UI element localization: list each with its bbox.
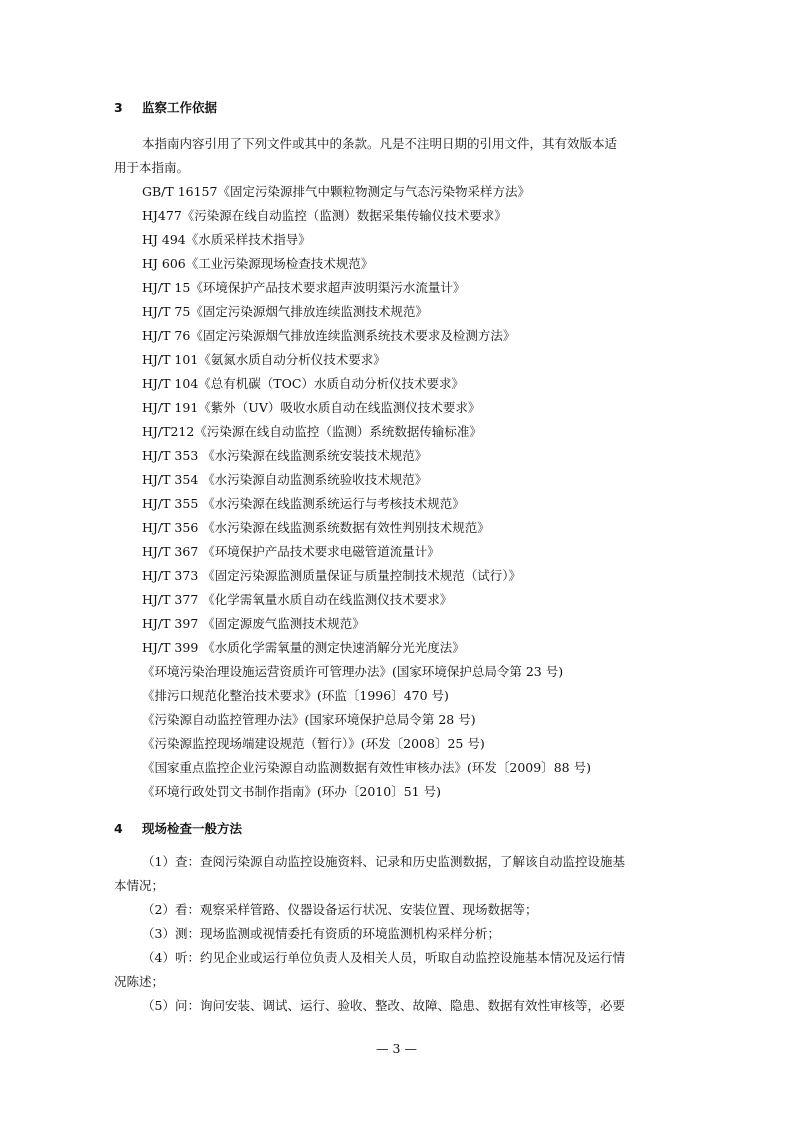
reference-item: HJ/T 397 《固定源废气监测技术规范》 — [142, 616, 365, 631]
method-line: 本情况； — [114, 878, 165, 893]
reference-item: HJ/T 75《固定污染源烟气排放连续监测技术规范》 — [142, 304, 428, 319]
method-line: （4）听：约见企业或运行单位负责人及相关人员，听取自动监控设施基本情况及运行情 — [142, 950, 625, 965]
intro-line-1: 本指南内容引用了下列文件或其中的条款。凡是不注明日期的引用文件，其有效版本适 — [142, 136, 618, 151]
section-4-number: 4 — [114, 821, 123, 836]
reference-item: 《环境行政处罚文书制作指南》(环办〔2010〕51 号) — [142, 784, 441, 799]
reference-item: 《污染源自动监控管理办法》(国家环境保护总局令第 28 号) — [142, 712, 476, 727]
reference-item: HJ/T 15《环境保护产品技术要求超声波明渠污水流量计》 — [142, 280, 466, 295]
reference-item: HJ 606《工业污染源现场检查技术规范》 — [142, 256, 374, 271]
reference-item: 《环境污染治理设施运营资质许可管理办法》(国家环境保护总局令第 23 号) — [142, 664, 564, 679]
reference-item: HJ/T 355 《水污染源在线监测系统运行与考核技术规范》 — [142, 496, 465, 511]
section-4-heading — [114, 819, 242, 837]
section-4-title: 现场检查一般方法 — [142, 821, 243, 836]
method-line: （1）查：查阅污染源自动监控设施资料、记录和历史监测数据，了解该自动监控设施基 — [142, 854, 625, 869]
page-number: — 3 — — [376, 1041, 417, 1056]
reference-item: HJ/T 76《固定污染源烟气排放连续监测系统技术要求及检测方法》 — [142, 328, 516, 343]
section-3-heading — [114, 98, 217, 116]
method-line: 况陈述； — [114, 974, 165, 989]
reference-item: HJ 494《水质采样技术指导》 — [142, 232, 311, 247]
reference-item: 《污染源监控现场端建设规范（暂行）》(环发〔2008〕25 号) — [142, 736, 485, 751]
reference-item: HJ/T 399 《水质化学需氧量的测定快速消解分光光度法》 — [142, 640, 465, 655]
section-3-intro — [114, 132, 684, 180]
reference-item: HJ/T 373 《固定污染源监测质量保证与质量控制技术规范（试行）》 — [142, 568, 522, 583]
inspection-methods — [114, 850, 686, 1018]
reference-item: HJ/T 356 《水污染源在线监测系统数据有效性判别技术规范》 — [142, 520, 490, 535]
reference-item: HJ/T 101《氨氮水质自动分析仪技术要求》 — [142, 352, 386, 367]
reference-item: 《排污口规范化整治技术要求》(环监〔1996〕470 号) — [142, 688, 449, 703]
reference-item: HJ/T 104《总有机碳（TOC）水质自动分析仪技术要求》 — [142, 376, 464, 391]
reference-item: HJ/T 191《紫外（UV）吸收水质自动在线监测仪技术要求》 — [142, 400, 481, 415]
method-line: （3）测：现场监测或视情委托有资质的环境监测机构采样分析； — [142, 926, 500, 941]
reference-item: HJ/T 354 《水污染源自动监测系统验收技术规范》 — [142, 472, 428, 487]
method-line: （2）看：观察采样管路、仪器设备运行状况、安装位置、现场数据等； — [142, 902, 538, 917]
reference-item: HJ/T212《污染源在线自动监控（监测）系统数据传输标准》 — [142, 424, 482, 439]
section-3-title: 监察工作依据 — [142, 100, 218, 115]
reference-list — [142, 180, 591, 804]
intro-line-2: 用于本指南。 — [114, 160, 190, 175]
reference-item: HJ/T 377 《化学需氧量水质自动在线监测仪技术要求》 — [142, 592, 453, 607]
reference-item: HJ477《污染源在线自动监控（监测）数据采集传输仪技术要求》 — [142, 208, 507, 223]
method-line: （5）问：询问安装、调试、运行、验收、整改、故障、隐患、数据有效性审核等，必要 — [142, 998, 625, 1013]
reference-item: GB/T 16157《固定污染源排气中颗粒物测定与气态污染物采样方法》 — [142, 184, 530, 199]
reference-item: HJ/T 353 《水污染源在线监测系统安装技术规范》 — [142, 448, 428, 463]
reference-item: 《国家重点监控企业污染源自动监测数据有效性审核办法》(环发〔2009〕88 号) — [142, 760, 591, 775]
reference-item: HJ/T 367 《环境保护产品技术要求电磁管道流量计》 — [142, 544, 440, 559]
section-3-number: 3 — [114, 100, 123, 115]
